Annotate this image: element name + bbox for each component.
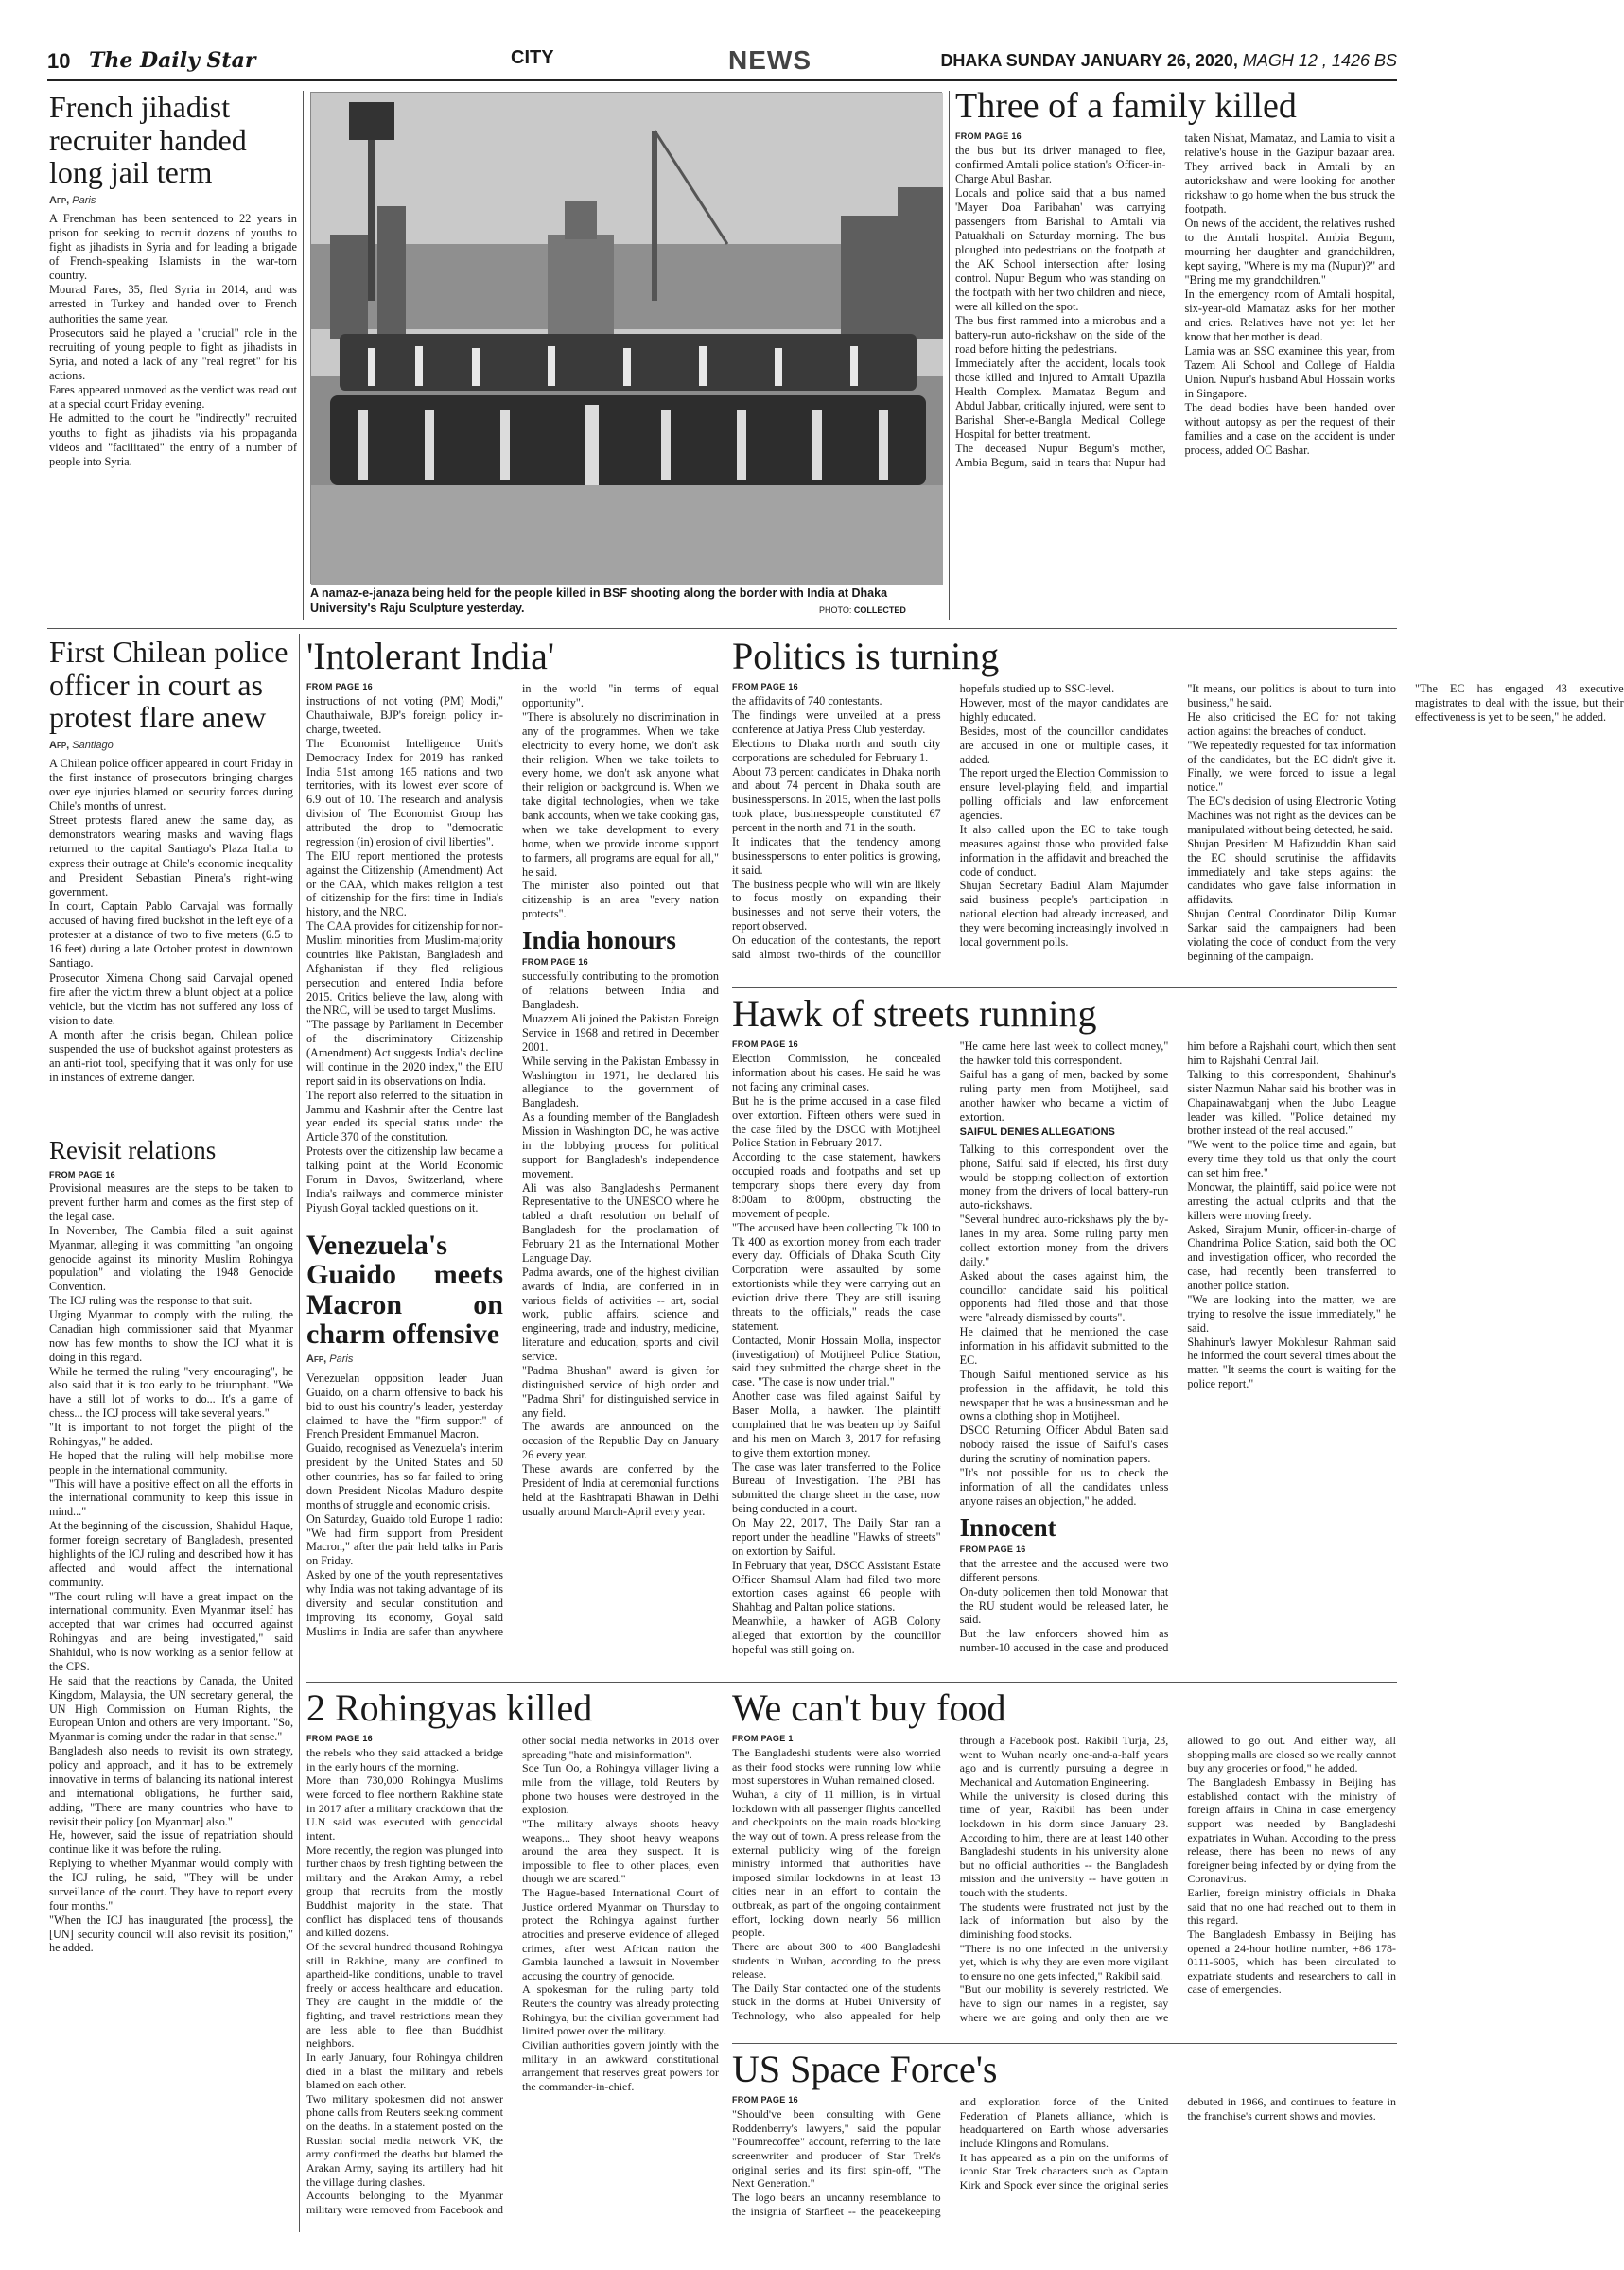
story-rohingyas-killed bbox=[306, 1687, 719, 2226]
continuation-label: FROM PAGE 16 bbox=[732, 2095, 798, 2105]
paragraph: Wuhan, a city of 11 million, is in virtual lockdown with all passenger flights cancelled and checkpoints on the main roads blocking the way out of town. A press release from the external publicity wing of the foreign ministry informed that authorities have imposed similar lockdowns in at least 13 cities near in an effort to contain the outbreak, as part of the ongoing containment effort, locking down nearly 56 million people. bbox=[732, 1788, 941, 1940]
paragraph: The business people who will win are likely to focus mostly on expanding their businesses and not serve their voters, the report observed. bbox=[732, 877, 941, 934]
article-body bbox=[732, 1039, 1396, 1668]
paragraph: "Should've been consulting with Gene Roddenberry's lawyers," said the popular "Poumrecoffee" account, referring to the late screenwriter and producer of Star Trek's original series and its first spin-off, "The Next Generation." bbox=[732, 2107, 941, 2191]
paragraph: The bus first rammed into a microbus and a battery-run auto-rickshaw on the side of the road before hitting the pedestrians. bbox=[955, 314, 1166, 356]
paragraph: Prosecutors said he played a "crucial" role in the recruiting of young people to fight as jihadists in Syria, and noted a lack of any "real regret" for his actions. bbox=[49, 325, 297, 383]
paragraph: While serving in the Pakistan Embassy in Washington in 1971, he declared his allegiance to the government of Bangladesh. bbox=[522, 1054, 719, 1110]
paragraph: Shujan Central Coordinator Dilip Kumar Sarkar said the campaigners had been violating the code of conduct from the very beginning of the campaign. bbox=[1187, 907, 1396, 963]
paragraph: Earlier, foreign ministry officials in Dhaka said that no one had reached out to them in this regard. bbox=[1187, 1886, 1396, 1928]
paragraph: Asked by one of the youth representatives why India was not taking advantage of its diversity and secular constitution and improving its economy, Goyal said Muslims in India are safer than anywhere in the world "in terms of equal opportunity". bbox=[306, 682, 719, 1638]
article-body bbox=[306, 1734, 719, 2218]
continuation-label: FROM PAGE 16 bbox=[49, 1170, 115, 1180]
paragraph: He claimed that he mentioned the case information in his affidavit submitted to the EC. bbox=[959, 1325, 1169, 1367]
dateline: Paris bbox=[72, 194, 96, 206]
paragraph: In court, Captain Pablo Carvajal was formally accused of having fired buckshot in the left eye of a protester at a distance of two to five meters (6.5 to 16 feet) during a late October protest in downtown Santiago. bbox=[49, 899, 293, 970]
headline: Three of a family killed bbox=[955, 86, 1297, 126]
photo-credit bbox=[819, 605, 906, 615]
continuation-label: FROM PAGE 16 bbox=[306, 1734, 373, 1744]
news-label: NEWS bbox=[728, 45, 812, 75]
paragraph: But the law enforcers showed him as number-10 accused in the case and produced him before a Rajshahi court, which then sent him to Rajshahi Central Jail. bbox=[959, 1039, 1396, 1655]
paragraph: On news of the accident, the relatives rushed to the Amtali hospital. Ambia Begum, mourning her daughter and grandchildren, kept saying, "Where is my ma (Nupur)?" and "Bring me my grandchildren." bbox=[1184, 217, 1395, 288]
paragraph: "The accused have been collecting Tk 100 to Tk 400 as extortion money from each trader every day. Officials of Dhaka South City Corporation were assaulted by some extortionists while they were carrying out an eviction drive there. They are still issuing threats to the officials," reads the case statement. bbox=[732, 1220, 941, 1333]
paragraph: Monowar, the plaintiff, said police were not arresting the actual culprits and that the killers were moving freely. bbox=[1187, 1179, 1396, 1222]
paragraph: Bangladesh also needs to revisit its own strategy, policy and approach, and it has to be extremely innovative in terms of balancing its national interest and international obligations, he further said, adding, "There are many countries who have to revisit their policy [on Myanmar] also." bbox=[49, 1744, 293, 1828]
paragraph: Another case was filed against Saiful by Baser Molla, a hawker. The plaintiff complained that he was beaten up by Saiful and his men on March 3, 2017 for refusing to give them extortion money. bbox=[732, 1389, 941, 1459]
paragraph: Saiful has a gang of men, backed by some ruling party men from Motijheel, said another hawker who became a victim of extortion. bbox=[959, 1067, 1169, 1124]
paragraph: As a founding member of the Bangladesh Mission in Washington DC, he was active in the lobbying process for political support for Bangladesh's independence movement. bbox=[522, 1110, 719, 1180]
agency: Afp, bbox=[306, 1353, 327, 1365]
paragraph: On-duty policemen then told Monowar that the RU student would be released later, he said. bbox=[959, 1584, 1169, 1627]
headline: First Chilean police officer in court as protest flare anew bbox=[49, 635, 288, 735]
section-rule bbox=[47, 628, 1397, 629]
paragraph: Fares appeared unmoved as the verdict was read out at a special court Friday evening. bbox=[49, 383, 297, 411]
photo-caption: A namaz-e-janaza being held for the people killed in BSF shooting along the border with India at Dhaka University's Raju Sculpture yesterday. bbox=[310, 586, 888, 615]
story-chilean-police bbox=[49, 636, 293, 1127]
byline bbox=[49, 195, 297, 206]
paragraph: Guaido, recognised as Venezuela's interim president by the United States and 50 other countries, has so far failed to bring down President Nicolas Maduro despite months of struggle and economic crisis. bbox=[306, 1441, 503, 1511]
paragraph: Shujan President M Hafizuddin Khan said the EC should scrutinise the affidavits immediately and take steps against the candidates who gave false information in affidavits. bbox=[1187, 836, 1396, 907]
paragraph: About 73 percent candidates in Dhaka north and about 74 percent in Dhaka south are businesspersons. In 2015, when the last polls took place, businesspeople constituted 67 percent in the north and 71 in the south. bbox=[732, 764, 941, 835]
story-politics-turning bbox=[732, 635, 1624, 984]
paragraph: Muazzem Ali joined the Pakistan Foreign Service in 1968 and retired in December 2001. bbox=[522, 1012, 719, 1054]
paragraph: A Frenchman has been sentenced to 22 years in prison for seeking to recruit dozens of youths to fight as jihadists in Syria and for leading a brigade of French-speaking Islamists in the war-torn country. bbox=[49, 211, 297, 283]
paragraph: "The court ruling will have a great impact on the international community. Even Myanmar itself has accepted that war crimes had occurred against Rohingyas and are being investigated," said Shahidul, who is now working as a senior fellow at the CPS. bbox=[49, 1589, 293, 1673]
paragraph: The case was later transferred to the Police Bureau of Investigation. The PBI has submitted the charge sheet in the case, now being conducted in a court. bbox=[732, 1459, 941, 1516]
paragraph: Meanwhile, a hawker of AGB Colony alleged that extortion by the councillor hopeful was still going on. bbox=[732, 1615, 941, 1656]
paragraph: The students were frustrated not just by the lack of information but also by the diminishing food stocks. bbox=[959, 1899, 1169, 1941]
paragraph: Replying to whether Myanmar would comply with the ICJ ruling, he said, "They will be under surveillance of the court. They have to report every four months." bbox=[49, 1857, 293, 1912]
page-number: 10 bbox=[47, 49, 71, 73]
paragraph: It indicates that the tendency among businesspersons to enter politics is growing, it said. bbox=[732, 834, 941, 877]
paragraph: Immediately after the accident, locals took those killed and injured to Amtali Upazila Health Complex. Mamataz Begum and Abdul Jabbar, critically injured, were sent to Barishal Sher-e-Bangla Medical College Hospital for better treatment. bbox=[955, 357, 1166, 441]
date-main: DHAKA SUNDAY JANUARY 26, 2020, bbox=[940, 51, 1238, 70]
paragraph: "It is important to not forget the plight of the Rohingyas," he added. bbox=[49, 1421, 293, 1448]
paragraph: successfully contributing to the promotion of relations between India and Bangladesh. bbox=[522, 969, 719, 1012]
paragraph: At the beginning of the discussion, Shahidul Haque, former foreign secretary of Bangladesh, presented highlights of the ICJ ruling and described how it has affected and would affect the international community. bbox=[49, 1519, 293, 1589]
paragraph: "There is absolutely no discrimination in any of the programmes. When we take electricity to every home, we don't ask their religion. When we take toilets to every home, we don't ask anyone what their religion or background is. When we take digital technologies, when we take bank accounts, when we take cooking gas, when we take development to every home, when we provide income support to farmers, all programs are equal for all," he said. bbox=[522, 709, 719, 879]
paragraph: It also called upon the EC to take tough measures against those who provided false information in the affidavit and breached the code of conduct. bbox=[959, 822, 1169, 879]
paragraph: "But our mobility is severely restricted. We have to sign our names in a register, say where we are going and only then are we allowed to go out. And either way, all shopping malls are closed so we really cannot buy any groceries or food," he added. bbox=[959, 1734, 1396, 2024]
paragraph: Shujan Secretary Badiul Alam Majumder said business people's participation in national election had already increased, and they were becoming increasingly involved in local government polls. bbox=[959, 879, 1169, 949]
paragraph: The EIU report mentioned the protests against the Citizenship (Amendment) Act or the CAA, which makes religion a test of citizenship for the first time in India's history, and the NRC. bbox=[306, 848, 503, 919]
story-space-force bbox=[732, 2049, 1396, 2226]
paragraph: According to the case statement, hawkers occupied roads and footpaths and set up temporary shops there every day from 8:00am to 8:00pm, obstructing the movement of people. bbox=[732, 1150, 941, 1220]
paragraph: In November, The Cambia filed a suit against Myanmar, alleging it was committing "an ongoing genocide against its minority Muslim Rohingya population" and violating the 1948 Genocide Convention. bbox=[49, 1223, 293, 1294]
agency: Afp, bbox=[49, 194, 70, 206]
article-body bbox=[49, 1181, 293, 1955]
paragraph: Of the several hundred thousand Rohingya still in Rakhine, many are confined to apartheid-like conditions, unable to travel freely or access healthcare and education. They are caught in the middle of the fighting, and travel restrictions mean they are less able to flee than Buddhist neighbors. bbox=[306, 1939, 503, 2051]
photo-illustration bbox=[311, 93, 943, 585]
paragraph: In early January, four Rohingya children died in a blast the military and rebels blamed on each other. bbox=[306, 2050, 503, 2092]
headline: 'Intolerant India' bbox=[306, 635, 555, 677]
paragraph: On Saturday, Guaido told Europe 1 radio: "We had firm support from President Macron," after the pair held talks in Paris on Friday. bbox=[306, 1511, 503, 1568]
section-rule bbox=[306, 1682, 1397, 1683]
continuation-label: FROM PAGE 16 bbox=[522, 957, 588, 968]
paragraph: It has appeared as a pin on the uniforms of iconic Star Trek characters such as Captain Kirk and Spock ever since the original series debuted in 1966, and continues to feature in the franchise's current shows and movies. bbox=[959, 2095, 1396, 2191]
headline: French jihadist recruiter handed long jail term bbox=[49, 90, 247, 190]
headline: Venezuela's Guaido meets Macron on charm offensive bbox=[306, 1229, 503, 1351]
paragraph: Venezuelan opposition leader Juan Guaido, on a charm offensive to back his bid to oust his country's leader, yesterday claimed to have the "firm support" of French President Emmanuel Macron. bbox=[306, 1371, 503, 1441]
story-cant-buy-food bbox=[732, 1687, 1396, 2039]
paragraph: Prosecutor Ximena Chong said Carvajal opened fire after the victim threw a blunt object at a police vehicle, but the victim has not suffered any loss of vision to date. bbox=[49, 970, 293, 1027]
paragraph: Soe Tun Oo, a Rohingya villager living a mile from the village, told Reuters by phone two houses were destroyed in the explosion. bbox=[522, 1761, 719, 1817]
paragraph: The report urged the Election Commission to ensure level-playing field, and impartial polling officials and law enforcement agencies. bbox=[959, 766, 1169, 823]
paragraph: Besides, most of the councillor candidates are accused in one or multiple cases, it added. bbox=[959, 724, 1169, 766]
masthead bbox=[47, 47, 1397, 81]
paragraph: The deceased Nupur Begum's mother, Ambia Begum, said in tears that Nupur had taken Nishat, Mamataz, and Lamia to visit a relative's house in the Gazipur bazaar area. They arrived back in Amtali by an autorickshaw and were looking for another rickshaw to go home when the bus struck the footpath. bbox=[955, 131, 1395, 469]
paragraph: Though Saiful mentioned service as his profession in the affidavit, he told this newspaper that he was a businessman and he owns a clothing shop in Motijheel. bbox=[959, 1367, 1169, 1423]
agency: Afp, bbox=[49, 739, 70, 751]
paragraph: "Padma Bhushan" award is given for distinguished service of high order and "Padma Shri" for distinguished service in any field. bbox=[522, 1363, 719, 1420]
credit-label: PHOTO: bbox=[819, 605, 852, 615]
paragraph: The Bangladesh Embassy in Beijing has established contact with the ministry of foreign affairs in China in case emergency support was needed by Bangladeshi expatriates in Wuhan. According to the press release, there has been no news of any foreigner being infected by or dying from the Coronavirus. bbox=[1187, 1775, 1396, 1886]
byline bbox=[306, 1353, 503, 1366]
paragraph: "This will have a positive effect on all the efforts in the international community to keep this issue in mind..." bbox=[49, 1476, 293, 1519]
continuation-label: FROM PAGE 16 bbox=[306, 682, 373, 692]
continuation-label: FROM PAGE 16 bbox=[955, 131, 1022, 142]
paragraph: that the arrestee and the accused were two different persons. bbox=[959, 1556, 1169, 1584]
paragraph: Mourad Fares, 35, fled Syria in 2014, and was arrested in Turkey and handed over to French authorities the same year. bbox=[49, 283, 297, 325]
dateline: Santiago bbox=[72, 739, 114, 751]
story-revisit-relations bbox=[49, 1137, 293, 2225]
paragraph: The findings were unveiled at a press conference at Jatiya Press Club yesterday. bbox=[732, 708, 941, 736]
paragraph: The report also referred to the situation in Jammu and Kashmir after the Centre last year ended its special status under the Article 370 of the constitution. bbox=[306, 1088, 503, 1144]
headline: Revisit relations bbox=[49, 1136, 217, 1164]
paragraph: However, most of the mayor candidates are highly educated. bbox=[959, 696, 1169, 724]
section-rule bbox=[732, 987, 1397, 988]
headline: India honours bbox=[522, 926, 676, 955]
paragraph: Provisional measures are the steps to be taken to prevent further harm and comes as the first step of the legal case. bbox=[49, 1181, 293, 1223]
paragraph: "The EC has engaged 43 executive magistrates to deal with the issue, but their effectiveness is yet to be seen," he added. bbox=[1414, 682, 1624, 724]
paragraph: Election Commission, he concealed information about his cases. He said he was not facing any criminal cases. bbox=[732, 1052, 941, 1093]
paragraph: The Bangladeshi students were also worried as their food stocks were running low while most superstores in Wuhan remained closed. bbox=[732, 1746, 941, 1788]
paragraph: DSCC Returning Officer Abdul Baten said nobody raised the issue of Saiful's cases during the scrutiny of nomination papers. bbox=[959, 1423, 1169, 1466]
paragraph: But he is the prime accused in a case filed over extortion. Fifteen others were sued in the case filed by the DSCC with Motijheel Police Station in February 2017. bbox=[732, 1093, 941, 1150]
paragraph: "It's not possible for us to check the information of all the candidates unless anyone raises an objection," he added. bbox=[959, 1465, 1169, 1508]
continuation-label: FROM PAGE 16 bbox=[959, 1544, 1026, 1554]
dateline bbox=[940, 51, 1397, 71]
paragraph: The awards are announced on the occasion of the Republic Day on January 26 every year. bbox=[522, 1420, 719, 1462]
article-body bbox=[732, 2095, 1396, 2218]
paragraph: instructions of not voting (PM) Modi," Chauthaiwale, BJP's foreign policy in-charge, tweeted. bbox=[306, 694, 503, 736]
newspaper-logo: The Daily Star bbox=[89, 48, 256, 73]
article-body bbox=[49, 757, 293, 1086]
paragraph: While the university is closed during this time of year, Rakibil has been under lockdown in his dorm since January 23. According to him, there are at least 140 other Bangladeshi students in his university alone but no official authorities -- the Bangladesh mission and the university -- have gotten in touch with the students. bbox=[959, 1789, 1169, 1900]
paragraph: Two military spokesmen did not answer phone calls from Reuters seeking comment on the deaths. In a statement posted on the Russian social media network VK, the army confirmed the deaths but blamed the Arakan Army, saying its artillery had hit the village during clashes. bbox=[306, 2091, 503, 2189]
credit-source: COLLECTED bbox=[853, 605, 906, 615]
article-body bbox=[955, 131, 1395, 609]
paragraph: "There is no one infected in the university yet, which is why they are even more vigilant to ensure no one gets infected," Rakibil said. bbox=[959, 1941, 1169, 1982]
paragraph: On May 22, 2017, The Daily Star ran a report under the headline "Hawks of streets" on extortion by Saiful. bbox=[732, 1516, 941, 1558]
paragraph: Accounts belonging to the Myanmar military were removed from Facebook and other social media networks in 2018 over spreading "hate and misinformation". bbox=[306, 1734, 719, 2216]
date-bangla: MAGH 12 , 1426 BS bbox=[1242, 51, 1397, 70]
paragraph: A Chilean police officer appeared in court Friday in the first instance of prosecutors bringing charges over eye injuries blamed on security forces during Chile's months of unrest. bbox=[49, 756, 293, 813]
paragraph: Talking to this correspondent, Shahinur's sister Nazmun Nahar said his brother was in Chapainawabganj when the Jubo League leader was killed. "Police detained my brother instead of the real accused." bbox=[1187, 1067, 1396, 1138]
paragraph: the rebels who they said attacked a bridge in the early hours of the morning. bbox=[306, 1746, 503, 1773]
paragraph: Protests over the citizenship law became a talking point at the World Economic Forum in Davos, Switzerland, where India's railways and commerce minister Piyush Goyal tackled questions on it. bbox=[306, 1144, 503, 1214]
paragraph: The EC's decision of using Electronic Voting Machines was not right as the devices can be manipulated without being detected, he said. bbox=[1187, 794, 1396, 836]
article-body bbox=[732, 682, 1624, 975]
paragraph: "When the ICJ has inaugurated [the process], the [UN] security council will also revisit its position," he added. bbox=[49, 1912, 293, 1955]
headline: 2 Rohingyas killed bbox=[306, 1686, 593, 1729]
paragraph: Padma awards, one of the highest civilian awards of India, are conferred in in various fields of activities -- art, social work, public affairs, science and engineering, trade and industry, medicine, literature and education, sports and civil service. bbox=[522, 1265, 719, 1363]
section-label: CITY bbox=[511, 47, 554, 68]
paragraph: The Economist Intelligence Unit's Democracy Index for 2019 has ranked India 51st among 165 nations and two territories, with its lowest ever score of 6.9 out of 10. The research and analysis division of The Economist Group has attributed the drop to "democratic regression (in) erosion of civil liberties". bbox=[306, 736, 503, 848]
paragraph: the affidavits of 740 contestants. bbox=[732, 694, 882, 708]
dateline: Paris bbox=[329, 1353, 354, 1365]
article-body bbox=[49, 212, 297, 469]
section-rule bbox=[732, 2043, 1397, 2044]
column-rule bbox=[303, 91, 304, 620]
paragraph: The Daily Star contacted one of the students stuck in the dorms at Hubei University of Technology, who also appealed for help through a Facebook post. Rakibil Turja, 23, went to Wuhan nearly one-and-a-half years ago and is currently pursuing a degree in Mechanical and Automation Engineering. bbox=[732, 1734, 1169, 2023]
paragraph: Talking to this correspondent over the phone, Saiful said if elected, his first duty would be stopping collection of extortion money from the drivers of local battery-run auto-rickshaws. bbox=[959, 1142, 1169, 1213]
paragraph: The Hague-based International Court of Justice ordered Myanmar on Thursday to protect the Rohingya against further atrocities and preserve evidence of alleged crimes, after west African nation the Gambia launched a lawsuit in November accusing the country of genocide. bbox=[522, 1886, 719, 1982]
headline: US Space Force's bbox=[732, 2048, 998, 2090]
paragraph: In February that year, DSCC Assistant Estate Officer Shamsul Alam had filed two more extortion cases against 66 people with Shahbag and Paltan police stations. bbox=[732, 1558, 941, 1615]
paragraph: Shahinur's lawyer Mokhlesur Rahman said he informed the court several times about the matter. "It seems the court is waiting for the police report." bbox=[1187, 1335, 1396, 1391]
subheading: SAIFUL DENIES ALLEGATIONS bbox=[959, 1126, 1115, 1139]
continuation-label: FROM PAGE 16 bbox=[732, 1039, 798, 1050]
paragraph: Civilian authorities govern jointly with the military in an awkward constitutional arrangement that reserves great powers for the commander-in-chief. bbox=[522, 2037, 719, 2093]
paragraph: "Several hundred auto-rickshaws ply the by-lanes in my area. Some ruling party men collect extortion money from the drivers daily." bbox=[959, 1213, 1169, 1268]
paragraph: The CAA provides for citizenship for non-Muslim minorities from Muslim-majority countries like Pakistan, Bangladesh and Afghanistan if they fled religious persecution and entered India before 2015. Critics believe the law, along with the NRC, will be used to target Muslims. bbox=[306, 919, 503, 1018]
news-photo bbox=[310, 92, 942, 584]
story-intolerant-india bbox=[306, 636, 719, 1674]
paragraph: The ICJ ruling was the response to that suit. bbox=[49, 1294, 253, 1308]
paragraph: Ali was also Bangladesh's Permanent Representative to the UNESCO where he tabled a draft resolution on behalf of Bangladesh for the proclamation of February 21 as the International Mother Language Day. bbox=[522, 1180, 719, 1265]
paragraph: Contacted, Monir Hossain Molla, inspector (investigation) of Motijheel Police Station, said they submitted the charge sheet in the case. "The case is now under trial." bbox=[732, 1333, 941, 1389]
paragraph: More recently, the region was plunged into further chaos by fresh fighting between the military and the Arakan Army, a rebel group that recruits from the mostly Buddhist majority in the state. That conflict has displaced tens of thousands and killed dozens. bbox=[306, 1842, 503, 1940]
article-body bbox=[306, 682, 719, 1662]
paragraph: "We went to the police time and again, but every time they told us that only the court can set him free." bbox=[1187, 1138, 1396, 1180]
column-rule bbox=[949, 91, 950, 620]
column-rule bbox=[299, 634, 300, 2232]
paragraph: the bus but its driver managed to flee, confirmed Amtali police station's Officer-in-Charge Abul Bashar. bbox=[955, 144, 1166, 185]
continuation-label: FROM PAGE 16 bbox=[732, 682, 798, 692]
paragraph: Locals and police said that a bus named 'Mayer Doa Paribahan' was carrying passengers from Barishal to Amtali via Patuakhali on Saturday morning. The bus ploughed into pedestrians on the footpath at the AK School intersection after losing control. Nupur Begum who was standing on the footpath with her two children and niece, were all killed on the spot. bbox=[955, 186, 1166, 313]
paragraph: A spokesman for the ruling party told Reuters the country was already protecting Rohingya, but the civilian government had limited power over the military. bbox=[522, 1982, 719, 2038]
paragraph: Elections to Dhaka north and south city corporations are scheduled for February 1. bbox=[732, 736, 941, 764]
headline: Hawk of streets running bbox=[732, 992, 1097, 1035]
story-family-killed bbox=[955, 87, 1395, 621]
paragraph: While he termed the ruling "very encouraging", he also said that it is too early to be triumphant. "We have a still lot of works to do... It's a game of chess... the ICJ process will take several years." bbox=[49, 1364, 293, 1421]
paragraph: These awards are conferred by the President of India at ceremonial functions held at the Rashtrapati Bhawan in Delhi usually around March-April every year. bbox=[522, 1462, 719, 1518]
paragraph: "The passage by Parliament in December of the discriminatory Citizenship (Amendment) Act suggests India's decline will continue in the 2020 index," the EIU report said in its observations on India. bbox=[306, 1018, 503, 1088]
paragraph: "We are looking into the matter, we are trying to resolve the issue immediately," he said. bbox=[1187, 1292, 1396, 1335]
paragraph: "He came here last week to collect money," the hawker told this correspondent. bbox=[959, 1039, 1169, 1068]
paragraph: A month after the crisis began, Chilean police suspended the use of buckshot against protesters as an anti-riot tool, specifying that it was only for use in instances of extreme danger. bbox=[49, 1028, 293, 1085]
paragraph: Asked about the cases against him, the councillor candidate said his political opponents had filed those and that those were "already dismissed by courts". bbox=[959, 1268, 1169, 1325]
paragraph: He also criticised the EC for not taking action against the breaches of conduct. bbox=[1187, 709, 1396, 738]
paragraph: He admitted to the court he "indirectly" recruited youths to fight as jihadists via his propaganda videos and "facilitated" the entry of a number of people into Syria. bbox=[49, 411, 297, 468]
paragraph: The minister also pointed out that citizenship is an area "every nation protects". bbox=[522, 879, 719, 921]
continuation-label: FROM PAGE 1 bbox=[732, 1734, 794, 1744]
headline: Politics is turning bbox=[732, 635, 1000, 677]
paragraph: "The military always shoots heavy weapons... They shoot heavy weapons around the area they suspect. It is impossible to flee to other places, even though we are scared." bbox=[522, 1816, 719, 1886]
paragraph: Lamia was an SSC examinee this year, from Tazem Ali School and College of Haldia Union. Nupur's husband Abul Hossain works in Singapore. bbox=[1184, 344, 1395, 401]
paragraph: He said that the reactions by Canada, the United Kingdom, Malaysia, the UN secretary general, the UN High Commission on Human Rights, the European Union and others are very important. "So, Myanmar is coming under the radar in that sense." bbox=[49, 1673, 293, 1744]
paragraph: Street protests flared anew the same day, as demonstrators wearing masks and waving flags returned to the capital Santiago's Plaza Italia to express their outrage at Chile's economic inequality and President Sebastian Pinera's right-wing government. bbox=[49, 813, 293, 899]
paragraph: He, however, said the issue of repatriation should continue like it was before the ruling. bbox=[49, 1828, 293, 1857]
paragraph: There are about 300 to 400 Bangladeshi students in Wuhan, according to the press release. bbox=[732, 1939, 941, 1982]
headline: We can't buy food bbox=[732, 1686, 1006, 1729]
paragraph: The dead bodies have been handed over without autopsy as per the request of their families and a case on the accident is under process, added OC Bashar. bbox=[1184, 401, 1395, 458]
paragraph: He hoped that the ruling will help mobilise more people in the international community. bbox=[49, 1448, 293, 1476]
paragraph: "It means, our politics is about to turn into business," he said. bbox=[1187, 682, 1396, 710]
paragraph: Urging Myanmar to comply with the ruling, the Canadian high commissioner said that Myanmar now has few months to show the ICJ what it is doing in this regard. bbox=[49, 1308, 293, 1364]
paragraph: The Bangladesh Embassy in Beijing has opened a 24-hour hotline number, +86 178-0111-6005, which has been circulated to expatriate students and researchers to call in case of emergencies. bbox=[1187, 1927, 1396, 1997]
story-french-jihadist bbox=[49, 91, 297, 616]
headline: Innocent bbox=[959, 1512, 1056, 1542]
paragraph: "We repeatedly requested for tax information of the candidates, but the EC didn't give it. Finally, we were forced to issue a legal notice." bbox=[1187, 738, 1396, 794]
story-hawk-of-streets bbox=[732, 993, 1396, 1676]
paragraph: Asked, Sirajum Munir, officer-in-charge of Chandrima Police Station, said both the OC and investigation officer, who recorded the case, had recently been transferred to another police station. bbox=[1187, 1222, 1396, 1293]
article-body bbox=[732, 1734, 1396, 2031]
paragraph: On education of the contestants, the report said almost two-thirds of the councillor hopefuls studied up to SSC-level. bbox=[732, 682, 1115, 961]
paragraph: The logo bears an uncanny resemblance to the insignia of Starfleet -- the peacekeeping and exploration force of the United Federation of Planets alliance, which is headquartered on Earth whose adversaries include Klingons and Romulans. bbox=[732, 2095, 1169, 2218]
paragraph: In the emergency room of Amtali hospital, six-year-old Mamataz asks for her mother and cries. Relatives have not yet let her know that her mother is dead. bbox=[1184, 288, 1395, 344]
byline bbox=[49, 740, 293, 751]
paragraph: More than 730,000 Rohingya Muslims were forced to flee northern Rakhine state in 2017 after a military crackdown that the U.N said was executed with genocidal intent. bbox=[306, 1773, 503, 1842]
